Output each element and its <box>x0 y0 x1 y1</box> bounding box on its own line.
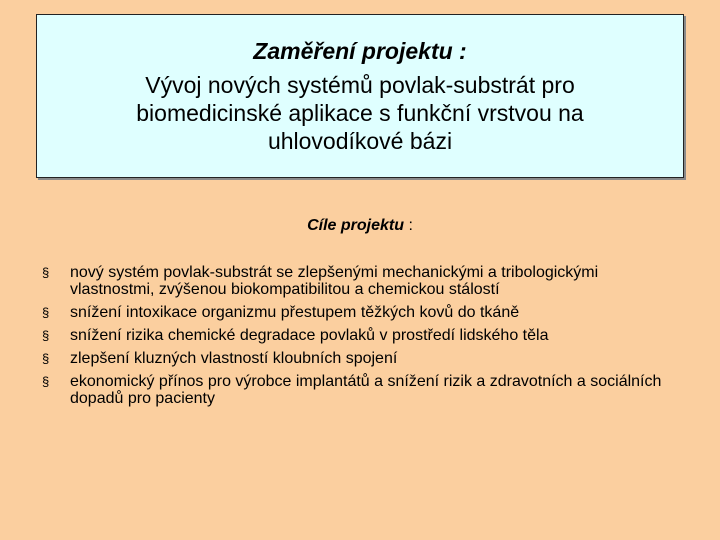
project-goals-colon: : <box>404 217 413 234</box>
project-goals-list <box>40 264 680 413</box>
goal-text: nový systém povlak-substrát se zlepšenými mechanickými a tribologickými vlastnostmi, zvýšenou biokompatibilitou a chemickou stálostí <box>70 264 599 298</box>
project-goals-heading <box>0 216 720 236</box>
project-focus-line: biomedicinské aplikace s funkční vrstvou na <box>136 100 584 126</box>
goal-text: snížení intoxikace organizmu přestupem těžkých kovů do tkáně <box>70 304 520 321</box>
project-goals-label: Cíle projektu <box>307 217 404 234</box>
bullet-icon: § <box>42 374 50 389</box>
bullet-icon: § <box>42 305 50 320</box>
list-item <box>40 304 680 321</box>
project-focus-text <box>37 71 683 155</box>
bullet-icon: § <box>42 351 50 366</box>
list-item <box>40 373 680 407</box>
goal-text: snížení rizika chemické degradace povlaků v prostředí lidského těla <box>70 327 549 344</box>
list-item <box>40 350 680 367</box>
goal-text: ekonomický přínos pro výrobce implantátů a snížení rizik a zdravotních a sociálních dopadů pro pacienty <box>70 373 662 407</box>
project-focus-line: Vývoj nových systémů povlak-substrát pro <box>145 72 575 98</box>
project-focus-line: uhlovodíkové bázi <box>267 128 453 154</box>
goal-text: zlepšení kluzných vlastností kloubních spojení <box>70 350 398 367</box>
project-focus-heading: Zaměření projektu : <box>253 38 467 64</box>
project-focus-box <box>36 14 684 178</box>
list-item <box>40 327 680 344</box>
bullet-icon: § <box>42 328 50 343</box>
bullet-icon: § <box>42 265 50 280</box>
list-item <box>40 264 680 298</box>
